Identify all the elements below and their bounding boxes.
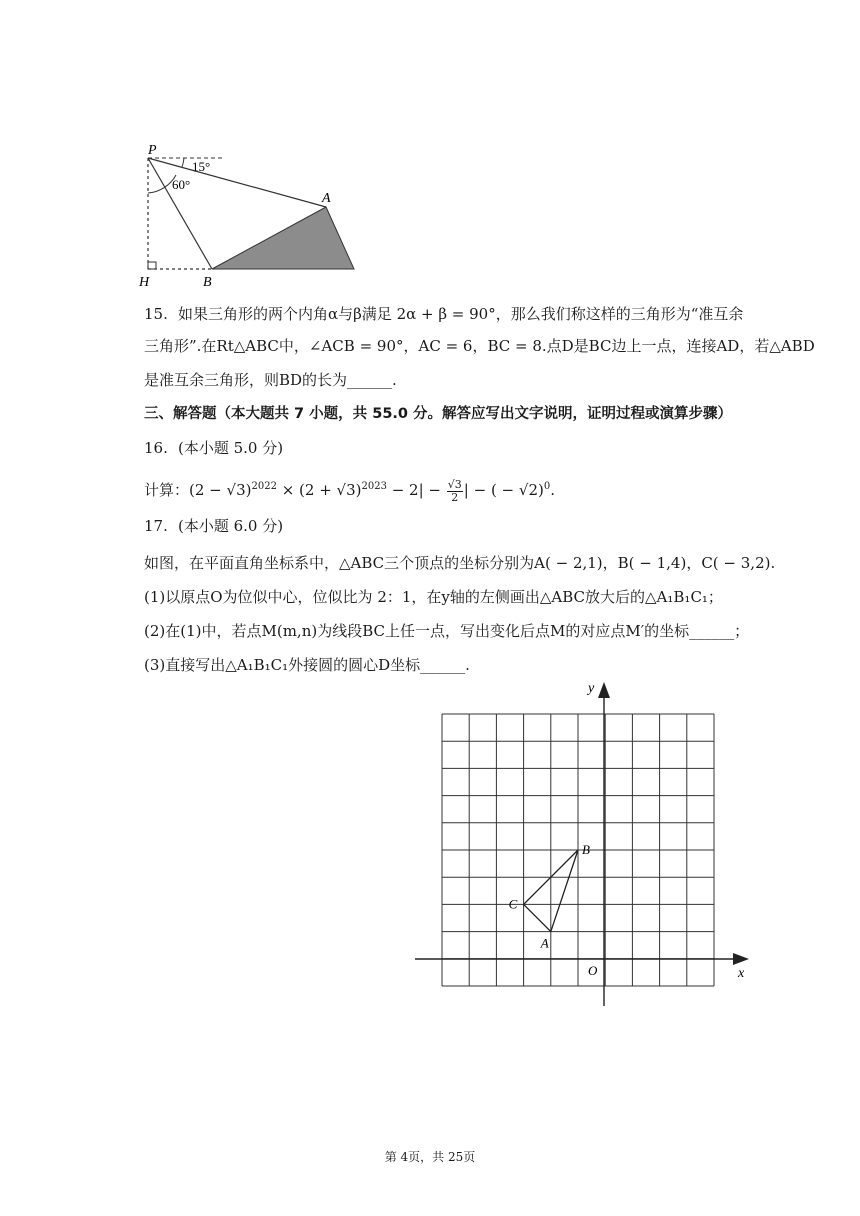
q16-exp-c: 0 (543, 481, 551, 492)
label-p: P (148, 143, 157, 158)
q16-minus: − 2| − (386, 481, 446, 499)
y-axis-arrow (598, 682, 610, 698)
label-angle-15: 15° (192, 159, 211, 174)
q15-line3: 是准互余三角形，则BD的长为______. (144, 371, 397, 389)
label-b: B (203, 275, 212, 290)
point-label-c: C (508, 896, 518, 912)
q16-exp-b: 2023 (361, 481, 387, 492)
label-angle-60: 60° (172, 177, 191, 192)
geometry-figure-pab (136, 138, 366, 290)
y-axis-label: y (588, 681, 595, 696)
coordinate-grid-figure (415, 676, 755, 1011)
q16-frac-den: 2 (451, 490, 459, 504)
q16-end: . (550, 481, 556, 499)
q16-header (144, 438, 283, 458)
point-label-a: A (540, 935, 549, 951)
x-axis-label: x (738, 966, 745, 981)
right-angle-mark (148, 262, 156, 269)
q16-prefix: 计算： (144, 481, 190, 499)
q17-score: (本小题 6.0 分) (178, 517, 284, 535)
q17-line1: 如图，在平面直角坐标系中，△ABC三个顶点的坐标分别为A( − 2,1)，B( − 1,4)，C( − 3,2). (144, 554, 776, 572)
label-h: H (139, 275, 150, 290)
segment-pb (148, 158, 212, 269)
q16-score: (本小题 5.0 分) (178, 439, 284, 457)
angle-arc-15 (182, 158, 184, 167)
q16-number: 16. (144, 439, 168, 457)
q16-expression (144, 477, 555, 504)
section-heading: 三、解答题（本大题共 7 小题，共 55.0 分。解答应写出文字说明，证明过程或演算步骤） (144, 406, 733, 422)
q15-text-1: 如果三角形的两个内角α与β满足 2α + β = 90°，那么我们称这样的三角形为“准互余 (178, 305, 744, 323)
q17-number: 17. (144, 517, 168, 535)
q16-exp-a: 2022 (251, 481, 277, 492)
q17-line2: (1)以原点O为位似中心，位似比为 2：1，在y轴的左侧画出△ABC放大后的△A₁B₁C₁； (144, 588, 723, 606)
x-axis-arrow (733, 953, 749, 965)
q16-tail: | − ( − √2) (463, 481, 544, 499)
q15-line2: 三角形”.在Rt△ABC中，∠ACB = 90°，AC = 6，BC = 8.点D是BC边上一点，连接AD，若△ABD (144, 337, 815, 355)
q16-expr-a: (2 − √3) (189, 481, 252, 499)
q16-times: × (2 + √3) (276, 481, 362, 499)
origin-label: O (588, 963, 598, 978)
q17-header (144, 516, 283, 536)
q16-frac-num: √3 (447, 477, 462, 491)
q17-line3: (2)在(1)中，若点M(m,n)为线段BC上任一点，写出变化后点M的对应点M′的坐标______； (144, 622, 750, 640)
q15-number: 15. (144, 305, 168, 323)
q17-line4: (3)直接写出△A₁B₁C₁外接圆的圆心D坐标______. (144, 656, 470, 674)
shaded-region (212, 207, 354, 269)
q15-line1 (144, 304, 743, 324)
point-label-b: B (582, 842, 590, 857)
page-footer: 第 4页，共 25页 (384, 1150, 476, 1164)
q16-fraction (447, 479, 463, 504)
label-a: A (322, 191, 331, 206)
